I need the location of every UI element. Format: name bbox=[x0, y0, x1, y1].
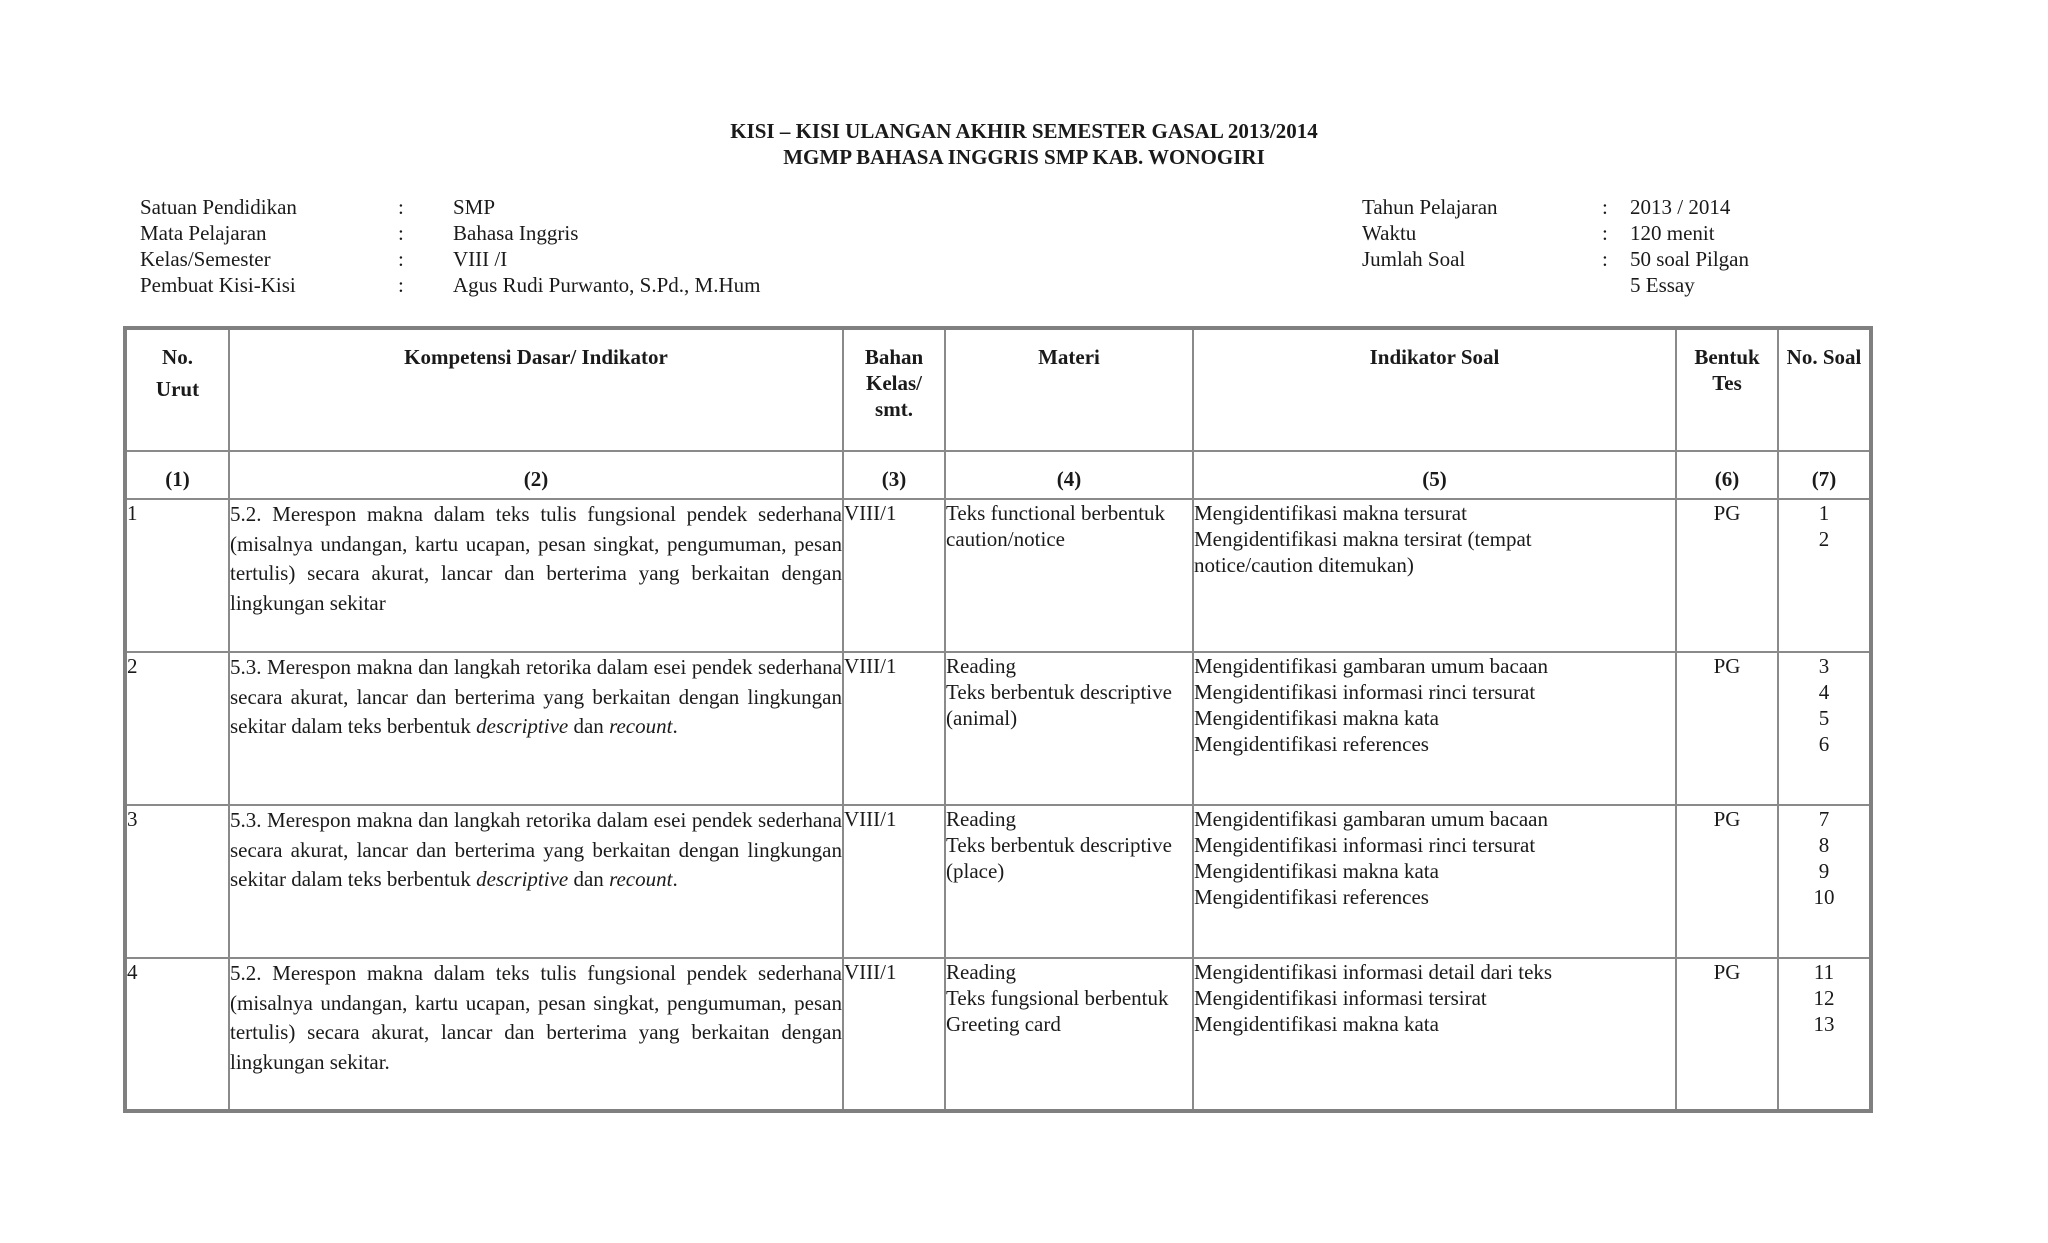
document-title: KISI – KISI ULANGAN AKHIR SEMESTER GASAL 2013/2014 bbox=[730, 119, 1318, 143]
header-kompetensi: Kompetensi Dasar/ Indikator bbox=[229, 328, 843, 451]
header-no-soal: No. Soal bbox=[1778, 328, 1871, 451]
meta-label: Tahun Pelajaran bbox=[1362, 195, 1498, 219]
meta-label: Satuan Pendidikan bbox=[140, 195, 297, 219]
cell-bahan: VIII/1 bbox=[843, 958, 945, 1111]
meta-value: Bahasa Inggris bbox=[453, 221, 579, 245]
header-text: Bahan bbox=[864, 345, 924, 369]
cell-kompetensi bbox=[229, 958, 843, 1111]
cell-indikator bbox=[1193, 805, 1676, 958]
cell-indikator bbox=[1193, 958, 1676, 1111]
kd-text: . bbox=[672, 867, 678, 891]
meta-colon: : bbox=[398, 195, 404, 219]
cell-no-soal bbox=[1778, 499, 1871, 652]
header-text: Tes bbox=[1712, 371, 1742, 395]
column-number: (6) bbox=[1676, 451, 1778, 499]
kd-text: dan bbox=[568, 714, 610, 738]
kd-text: 5.2. Merespon makna dalam teks tulis fungsional pendek sederhana (misalnya undangan, kartu ucapan, pesan singkat, pengumuman, pesan tertulis) secara akurat, lancar dan berterima yang berkaitan dengan lingkungan sekitar bbox=[230, 502, 842, 615]
indikator-line: notice/caution ditemukan) bbox=[1194, 553, 1414, 577]
column-number: (1) bbox=[125, 451, 229, 499]
soal-number: 3 bbox=[1818, 654, 1830, 678]
header-text: Kelas/ bbox=[866, 371, 922, 395]
cell-materi bbox=[945, 805, 1193, 958]
indikator-line: Mengidentifikasi informasi detail dari teks bbox=[1194, 960, 1553, 984]
meta-label: Kelas/Semester bbox=[140, 247, 271, 271]
meta-label: Pembuat Kisi-Kisi bbox=[140, 273, 296, 297]
meta-value: VIII /I bbox=[453, 247, 508, 271]
indikator-line: Mengidentifikasi references bbox=[1194, 885, 1429, 909]
cell-no-soal bbox=[1778, 958, 1871, 1111]
kd-text: dan bbox=[568, 867, 610, 891]
cell-bentuk: PG bbox=[1676, 805, 1778, 958]
header-no-urut bbox=[125, 328, 229, 451]
cell-kompetensi bbox=[229, 499, 843, 652]
cell-bahan: VIII/1 bbox=[843, 805, 945, 958]
indikator-line: Mengidentifikasi gambaran umum bacaan bbox=[1194, 807, 1548, 831]
materi-line: (animal) bbox=[946, 706, 1018, 730]
meta-label: Mata Pelajaran bbox=[140, 221, 267, 245]
kd-italic: recount bbox=[609, 867, 673, 891]
header-text: No. bbox=[162, 345, 193, 369]
meta-colon: : bbox=[1602, 195, 1608, 219]
cell-bentuk: PG bbox=[1676, 958, 1778, 1111]
materi-line: Reading bbox=[946, 960, 1016, 984]
cell-no: 2 bbox=[125, 652, 229, 805]
indikator-line: Mengidentifikasi informasi rinci tersurat bbox=[1194, 680, 1536, 704]
cell-no: 1 bbox=[125, 499, 229, 652]
document-subtitle: MGMP BAHASA INGGRIS SMP KAB. WONOGIRI bbox=[783, 145, 1265, 169]
meta-colon: : bbox=[1602, 221, 1608, 245]
column-number: (3) bbox=[843, 451, 945, 499]
meta-colon: : bbox=[398, 273, 404, 297]
soal-number: 12 bbox=[1813, 986, 1835, 1010]
header-indikator: Indikator Soal bbox=[1193, 328, 1676, 451]
soal-number: 6 bbox=[1818, 732, 1830, 756]
table-row bbox=[125, 805, 1871, 958]
column-number-row bbox=[125, 451, 1871, 499]
cell-materi bbox=[945, 499, 1193, 652]
kd-italic: recount bbox=[609, 714, 673, 738]
indikator-line: Mengidentifikasi makna kata bbox=[1194, 859, 1439, 883]
indikator-line: Mengidentifikasi gambaran umum bacaan bbox=[1194, 654, 1548, 678]
soal-number: 11 bbox=[1813, 960, 1835, 984]
cell-indikator bbox=[1193, 652, 1676, 805]
indikator-line: Mengidentifikasi makna tersirat (tempat bbox=[1194, 527, 1532, 551]
kd-italic: descriptive bbox=[476, 714, 569, 738]
kisi-table bbox=[123, 326, 1873, 1113]
indikator-line: Mengidentifikasi informasi rinci tersurat bbox=[1194, 833, 1536, 857]
kd-text: . bbox=[672, 714, 678, 738]
meta-row bbox=[140, 246, 1040, 272]
indikator-line: Mengidentifikasi makna kata bbox=[1194, 1012, 1439, 1036]
meta-row bbox=[1362, 272, 1962, 298]
meta-row bbox=[1362, 220, 1962, 246]
meta-row bbox=[140, 272, 1040, 298]
cell-bahan: VIII/1 bbox=[843, 499, 945, 652]
cell-bentuk: PG bbox=[1676, 652, 1778, 805]
materi-line: Teks functional berbentuk bbox=[946, 501, 1165, 525]
soal-number: 1 bbox=[1818, 501, 1830, 525]
cell-no-soal bbox=[1778, 805, 1871, 958]
indikator-line: Mengidentifikasi makna tersurat bbox=[1194, 501, 1467, 525]
header-text: smt. bbox=[875, 397, 913, 421]
soal-number: 13 bbox=[1813, 1012, 1835, 1036]
cell-materi bbox=[945, 958, 1193, 1111]
header-bahan bbox=[843, 328, 945, 451]
meta-value: 120 menit bbox=[1630, 221, 1715, 245]
meta-info-left bbox=[140, 194, 1040, 298]
meta-value: 5 Essay bbox=[1630, 273, 1695, 297]
meta-value: 50 soal Pilgan bbox=[1630, 247, 1749, 271]
column-number: (4) bbox=[945, 451, 1193, 499]
materi-line: Reading bbox=[946, 654, 1016, 678]
cell-materi bbox=[945, 652, 1193, 805]
header-text: Bentuk bbox=[1694, 345, 1760, 369]
soal-number: 8 bbox=[1818, 833, 1830, 857]
table-row bbox=[125, 652, 1871, 805]
column-number: (2) bbox=[229, 451, 843, 499]
meta-colon: : bbox=[398, 221, 404, 245]
meta-row bbox=[140, 220, 1040, 246]
header-materi: Materi bbox=[945, 328, 1193, 451]
meta-value: SMP bbox=[453, 195, 496, 219]
cell-bentuk: PG bbox=[1676, 499, 1778, 652]
header-text: Urut bbox=[155, 377, 200, 401]
meta-label: Jumlah Soal bbox=[1362, 247, 1466, 271]
meta-value: 2013 / 2014 bbox=[1630, 195, 1731, 219]
materi-line: (place) bbox=[946, 859, 1005, 883]
cell-kompetensi bbox=[229, 805, 843, 958]
cell-bahan: VIII/1 bbox=[843, 652, 945, 805]
cell-no: 4 bbox=[125, 958, 229, 1111]
column-number: (7) bbox=[1778, 451, 1871, 499]
column-number: (5) bbox=[1193, 451, 1676, 499]
header-bentuk bbox=[1676, 328, 1778, 451]
meta-value: Agus Rudi Purwanto, S.Pd., M.Hum bbox=[453, 273, 761, 297]
indikator-line: Mengidentifikasi informasi tersirat bbox=[1194, 986, 1487, 1010]
materi-line: Greeting card bbox=[946, 1012, 1061, 1036]
indikator-line: Mengidentifikasi makna kata bbox=[1194, 706, 1439, 730]
meta-colon: : bbox=[1602, 247, 1608, 271]
meta-row bbox=[1362, 194, 1962, 220]
soal-number: 9 bbox=[1818, 859, 1830, 883]
table-row bbox=[125, 499, 1871, 652]
indikator-line: Mengidentifikasi references bbox=[1194, 732, 1429, 756]
table-header-row bbox=[125, 328, 1871, 451]
meta-row bbox=[140, 194, 1040, 220]
meta-row bbox=[1362, 246, 1962, 272]
kd-italic: descriptive bbox=[476, 867, 569, 891]
materi-line: Reading bbox=[946, 807, 1016, 831]
soal-number: 10 bbox=[1813, 885, 1835, 909]
meta-info-right bbox=[1362, 194, 1962, 298]
materi-line: caution/notice bbox=[946, 527, 1065, 551]
cell-no-soal bbox=[1778, 652, 1871, 805]
cell-kompetensi bbox=[229, 652, 843, 805]
soal-number: 5 bbox=[1818, 706, 1830, 730]
soal-number: 2 bbox=[1818, 527, 1830, 551]
kd-text: 5.2. Merespon makna dalam teks tulis fungsional pendek sederhana (misalnya undangan, kartu ucapan, pesan singkat, pengumuman, pesan tertulis) secara akurat, lancar dan berterima yang berkaitan dengan lingkungan sekitar. bbox=[230, 961, 842, 1074]
meta-label: Waktu bbox=[1362, 221, 1417, 245]
soal-number: 4 bbox=[1818, 680, 1830, 704]
kd-text: 5.3. Merespon makna dan langkah retorika dalam esei pendek sederhana secara akurat, lancar dan berterima yang berkaitan dengan lingkungan sekitar dalam teks berbentuk bbox=[230, 808, 842, 891]
materi-line: Teks fungsional berbentuk bbox=[946, 986, 1169, 1010]
meta-colon: : bbox=[398, 247, 404, 271]
soal-number: 7 bbox=[1818, 807, 1830, 831]
cell-indikator bbox=[1193, 499, 1676, 652]
materi-line: Teks berbentuk descriptive bbox=[946, 833, 1172, 857]
materi-line: Teks berbentuk descriptive bbox=[946, 680, 1172, 704]
cell-no: 3 bbox=[125, 805, 229, 958]
kd-text: 5.3. Merespon makna dan langkah retorika dalam esei pendek sederhana secara akurat, lancar dan berterima yang berkaitan dengan lingkungan sekitar dalam teks berbentuk bbox=[230, 655, 842, 738]
table-row bbox=[125, 958, 1871, 1111]
